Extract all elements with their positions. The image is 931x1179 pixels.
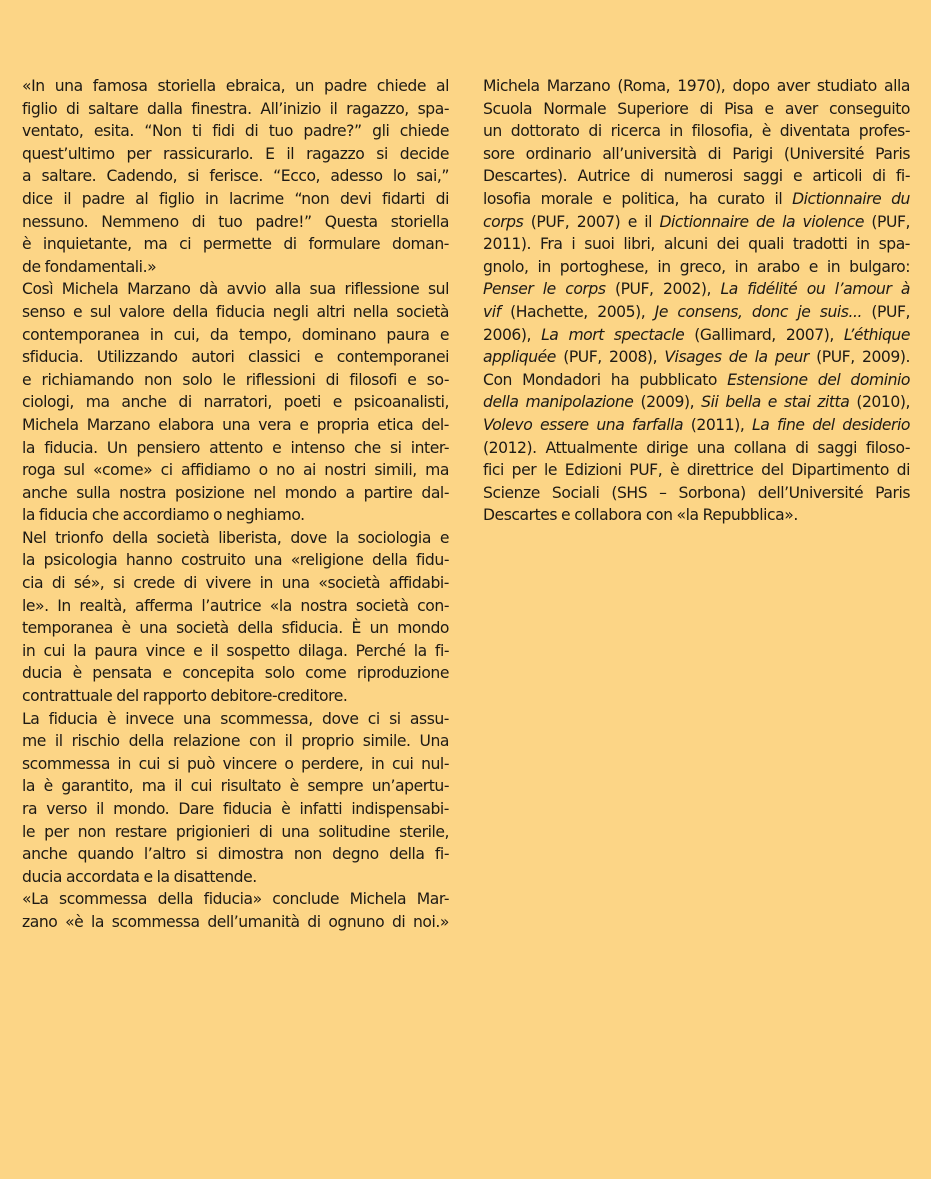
book-title: L’éthique xyxy=(843,325,910,344)
bio-text: (Gallimard, 2007), xyxy=(684,325,844,344)
bio-line xyxy=(483,143,910,166)
book-title: La mort spectacle xyxy=(541,325,685,344)
synopsis-line: le per non restare prigionieri di una solitudine sterile, xyxy=(22,822,449,841)
synopsis-line: anche quando l’altro si dimostra non degno della fi- xyxy=(22,845,449,864)
bio-text: (2011), xyxy=(683,415,753,434)
bio-text: Scuola Normale Superiore di Pisa e aver conseguito xyxy=(483,99,910,118)
synopsis-line: la psicologia hanno costruito una «religione della fidu- xyxy=(22,551,449,570)
synopsis-line: ducia è pensata e concepita solo come riproduzione xyxy=(22,664,449,683)
bio-text: (2012). Attualmente dirige una collana di saggi filoso- xyxy=(483,438,910,457)
bio-text: Descartes e collabora con «la Repubblica». xyxy=(483,506,798,525)
synopsis-line: quest’ultimo per rassicurarlo. E il ragazzo si decide xyxy=(22,144,449,163)
synopsis-line: la fiducia. Un pensiero attento e intenso che si inter- xyxy=(22,438,449,457)
synopsis-line: la è garantito, ma il cui risultato è sempre un’apertu- xyxy=(22,777,449,796)
synopsis-line: de fondamentali.» xyxy=(22,257,157,276)
bio-text: sore ordinario all’università di Parigi (Université Paris xyxy=(483,144,910,163)
book-title: Visages de la peur xyxy=(664,348,809,367)
synopsis-line: dice il padre al figlio in lacrime “non devi fidarti di xyxy=(22,189,449,208)
synopsis-line: cia di sé», si crede di vivere in una «società affidabi- xyxy=(22,574,449,593)
bio-text: fici per le Edizioni PUF, è direttrice del Dipartimento di xyxy=(483,461,910,480)
synopsis-line: ra verso il mondo. Dare fiducia è infatti indispensabi- xyxy=(22,800,449,818)
bio-text: Con Mondadori ha pubblicato xyxy=(483,370,728,389)
synopsis-line: roga sul «come» ci affidiamo o no ai nostri simili, ma xyxy=(22,461,449,480)
bio-line xyxy=(483,165,910,188)
bio-text: (2010), xyxy=(849,393,910,412)
bio-text: (PUF, xyxy=(862,302,910,321)
book-title: vif xyxy=(483,302,501,321)
book-title: corps xyxy=(483,212,524,231)
bio-line xyxy=(483,211,910,234)
bio-line xyxy=(483,301,910,324)
synopsis-line: la fiducia che accordiamo o neghiamo. xyxy=(22,506,305,525)
synopsis-line: ducia accordata e la disattende. xyxy=(22,867,257,886)
book-title: Estensione del dominio xyxy=(727,370,910,389)
synopsis-line: è inquietante, ma ci permette di formulare doman- xyxy=(22,235,449,254)
bio-text: 2006), xyxy=(483,325,542,344)
bio-text: 2011). Fra i suoi libri, alcuni dei quali tradotti in spa- xyxy=(483,235,910,254)
synopsis-line: a saltare. Cadendo, si ferisce. “Ecco, adesso lo sai,” xyxy=(22,167,449,186)
bio-line xyxy=(483,98,910,121)
author-bio-column xyxy=(483,75,910,527)
book-title: Sii bella e stai zitta xyxy=(701,393,850,412)
synopsis-line: anche sulla nostra posizione nel mondo a partire dal- xyxy=(22,483,449,502)
bio-text: (2009), xyxy=(633,393,702,412)
book-title: appliquée xyxy=(483,348,556,367)
synopsis-line: in cui la paura vince e il sospetto dilaga. Perché la fi- xyxy=(22,641,449,660)
bio-line xyxy=(483,482,910,505)
bio-line xyxy=(483,324,910,347)
synopsis-line: sfiducia. Utilizzando autori classici e contemporanei xyxy=(22,348,449,367)
synopsis-line: nessuno. Nemmeno di tuo padre!” Questa storiella xyxy=(22,212,449,231)
bio-line xyxy=(483,256,910,279)
bio-line xyxy=(483,414,910,437)
synopsis-line: contrattuale del rapporto debitore-creditore. xyxy=(22,687,348,706)
bio-line xyxy=(483,188,910,211)
bio-line xyxy=(483,233,910,256)
bio-text: Michela Marzano (Roma, 1970), dopo aver studiato alla xyxy=(483,77,910,95)
synopsis-line: zano «è la scommessa dell’umanità di ognuno di noi.» xyxy=(22,912,449,931)
bio-line xyxy=(483,120,910,143)
synopsis-line: temporanea è una società della sfiducia. È un mondo xyxy=(22,619,449,638)
synopsis-line: Nel trionfo della società liberista, dove la sociologia e xyxy=(22,528,449,547)
book-title: Dictionnaire du xyxy=(792,189,910,208)
bio-text: gnolo, in portoghese, in greco, in arabo e in bulgaro: xyxy=(483,257,910,276)
synopsis-line: senso e sul valore della fiducia negli altri nella società xyxy=(22,302,449,321)
bio-line xyxy=(483,459,910,482)
bio-line xyxy=(483,75,910,98)
synopsis-line: «La scommessa della fiducia» conclude Michela Mar- xyxy=(22,890,449,909)
bio-line xyxy=(483,437,910,460)
bio-text: (PUF, 2007) e il xyxy=(523,212,660,231)
synopsis-line: contemporanea in cui, da tempo, dominano paura e xyxy=(22,325,449,344)
bio-text: (PUF, 2008), xyxy=(555,348,665,367)
bio-text: (PUF, 2002), xyxy=(605,280,721,299)
synopsis-line: Michela Marzano elabora una vera e propria etica del- xyxy=(22,415,449,434)
book-title: Je consens, donc je suis... xyxy=(654,302,862,321)
synopsis-column xyxy=(22,75,449,934)
synopsis-line: e richiamando non solo le riflessioni di filosofi e so- xyxy=(22,370,449,389)
bio-text: (PUF, xyxy=(863,212,910,231)
book-title: Volevo essere una farfalla xyxy=(483,415,684,434)
bio-text: Descartes). Autrice di numerosi saggi e articoli di fi- xyxy=(483,167,910,186)
synopsis-line: ciologi, ma anche di narratori, poeti e psicoanalisti, xyxy=(22,393,449,412)
synopsis-line: figlio di saltare dalla finestra. All’inizio il ragazzo, spa- xyxy=(22,99,449,118)
synopsis-line: scommessa in cui si può vincere o perdere, in cui nul- xyxy=(22,754,449,773)
book-title: La fine del desiderio xyxy=(752,415,910,434)
bio-text: Scienze Sociali (SHS – Sorbona) dell’Université Paris xyxy=(483,483,910,502)
bio-text: un dottorato di ricerca in filosofia, è diventata profes- xyxy=(483,122,910,141)
synopsis-line: me il rischio della relazione con il proprio simile. Una xyxy=(22,732,449,751)
book-title: Penser le corps xyxy=(483,280,606,299)
book-title: della manipolazione xyxy=(483,393,634,412)
book-title: La fidélité ou l’amour à xyxy=(720,280,910,299)
synopsis-line: ventato, esita. “Non ti fidi di tuo padre?” gli chiede xyxy=(22,122,449,141)
bio-line xyxy=(483,369,910,392)
bio-text: (PUF, 2009). xyxy=(808,348,910,367)
bio-line xyxy=(483,504,910,527)
bio-line xyxy=(483,346,910,369)
synopsis-line: Così Michela Marzano dà avvio alla sua riflessione sul xyxy=(22,280,449,299)
synopsis-line: «In una famosa storiella ebraica, un padre chiede al xyxy=(22,77,449,95)
bio-text: losofia morale e politica, ha curato il xyxy=(483,189,793,208)
synopsis-line: La fiducia è invece una scommessa, dove ci si assu- xyxy=(22,709,449,728)
bio-line xyxy=(483,391,910,414)
bio-line xyxy=(483,278,910,301)
synopsis-line: le». In realtà, afferma l’autrice «la nostra società con- xyxy=(22,596,449,615)
bio-text: (Hachette, 2005), xyxy=(500,302,655,321)
book-title: Dictionnaire de la violence xyxy=(659,212,864,231)
